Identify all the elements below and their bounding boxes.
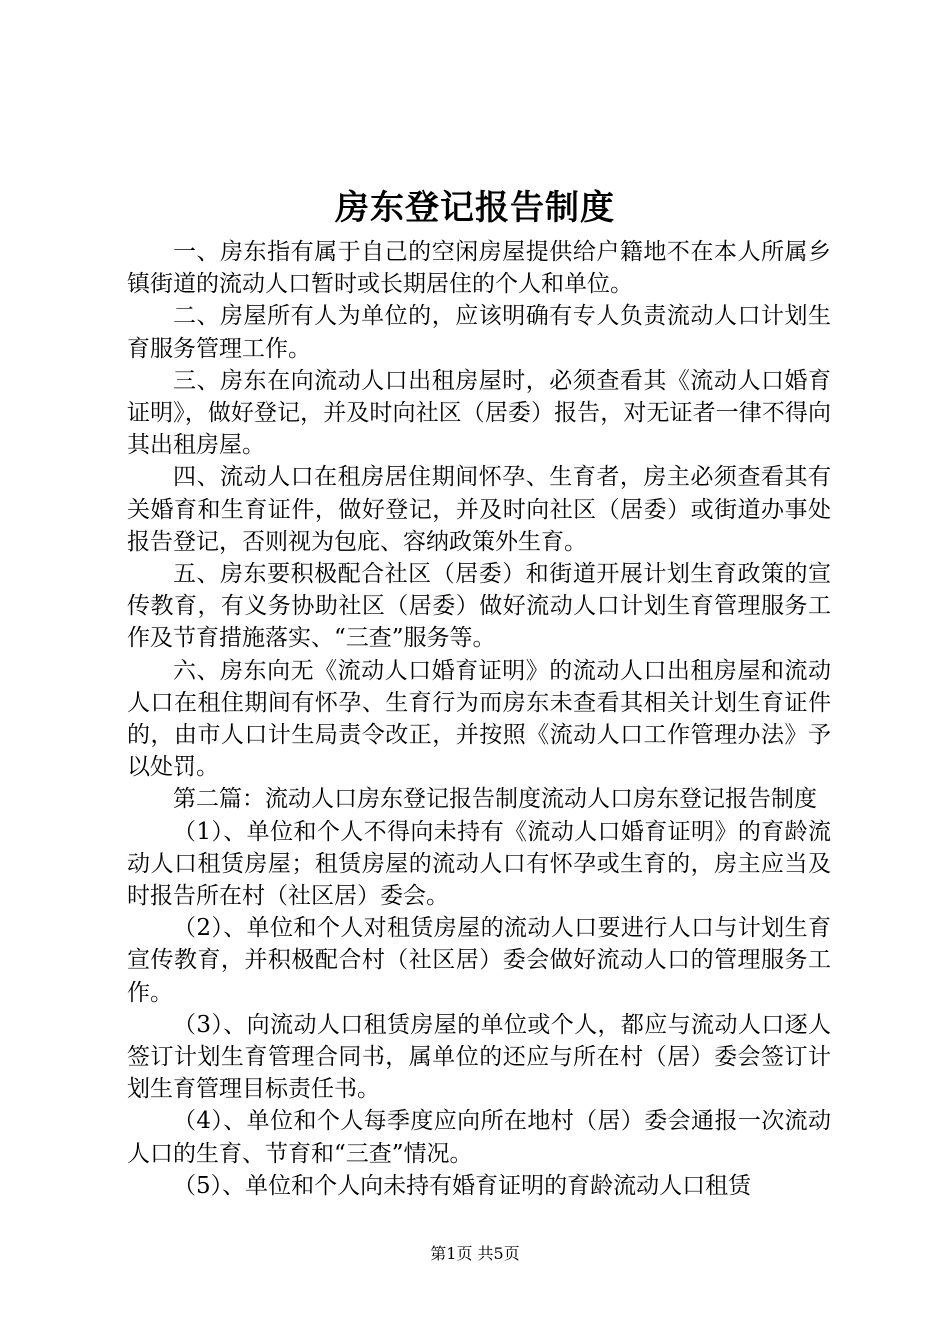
paragraph: 三、房东在向流动人口出租房屋时，必须查看其《流动人口婚育证明》，做好登记，并及时向社区（居委）报告，对无证者一律不得向其出租房屋。 xyxy=(127,367,831,459)
paragraph: （5）、单位和个人向未持有婚育证明的育龄流动人口租赁 xyxy=(173,1172,752,1199)
paragraph: 六、房东向无《流动人口婚育证明》的流动人口出租房屋和流动人口在租住期间有怀孕、生育行为而房东未查看其相关计划生育证件的，由市人口计生局责令改正，并按照《流动人口工作管理办法》予以处罚。 xyxy=(127,657,831,781)
document-body xyxy=(127,236,831,1202)
paragraph: 一、房东指有属于自己的空闲房屋提供给户籍地不在本人所属乡镇街道的流动人口暂时或长期居住的个人和单位。 xyxy=(127,239,831,298)
paragraph: （4）、单位和个人每季度应向所在地村（居）委会通报一次流动人口的生育、节育和“三查”情况。 xyxy=(127,1108,831,1167)
page-title: 房东登记报告制度 xyxy=(335,188,615,228)
section-heading-paragraph: 第二篇：流动人口房东登记报告制度流动人口房东登记报告制度 xyxy=(173,786,817,813)
paragraph: （2）、单位和个人对租赁房屋的流动人口要进行人口与计划生育宣传教育，并积极配合村（社区居）委会做好流动人口的管理服务工作。 xyxy=(127,915,831,1006)
paragraph: （3）、向流动人口租赁房屋的单位或个人，都应与流动人口逐人签订计划生育管理合同书，属单位的还应与所在村（居）委会签订计划生育管理目标责任书。 xyxy=(127,1011,831,1103)
paragraph: 二、房屋所有人为单位的，应该明确有专人负责流动人口计划生育服务管理工作。 xyxy=(127,303,831,362)
paragraph: 五、房东要积极配合社区（居委）和街道开展计划生育政策的宣传教育，有义务协助社区（居委）做好流动人口计划生育管理服务工作及节育措施落实、“三查”服务等。 xyxy=(127,561,831,652)
page-footer: 第1页 共5页 xyxy=(430,1244,520,1263)
paragraph: 四、流动人口在租房居住期间怀孕、生育者，房主必须查看其有关婚育和生育证件，做好登记，并及时向社区（居委）或街道办事处报告登记，否则视为包庇、容纳政策外生育。 xyxy=(127,464,831,555)
paragraph: （1）、单位和个人不得向未持有《流动人口婚育证明》的育龄流动人口租赁房屋；租赁房屋的流动人口有怀孕或生育的，房主应当及时报告所在村（社区居）委会。 xyxy=(127,818,831,910)
